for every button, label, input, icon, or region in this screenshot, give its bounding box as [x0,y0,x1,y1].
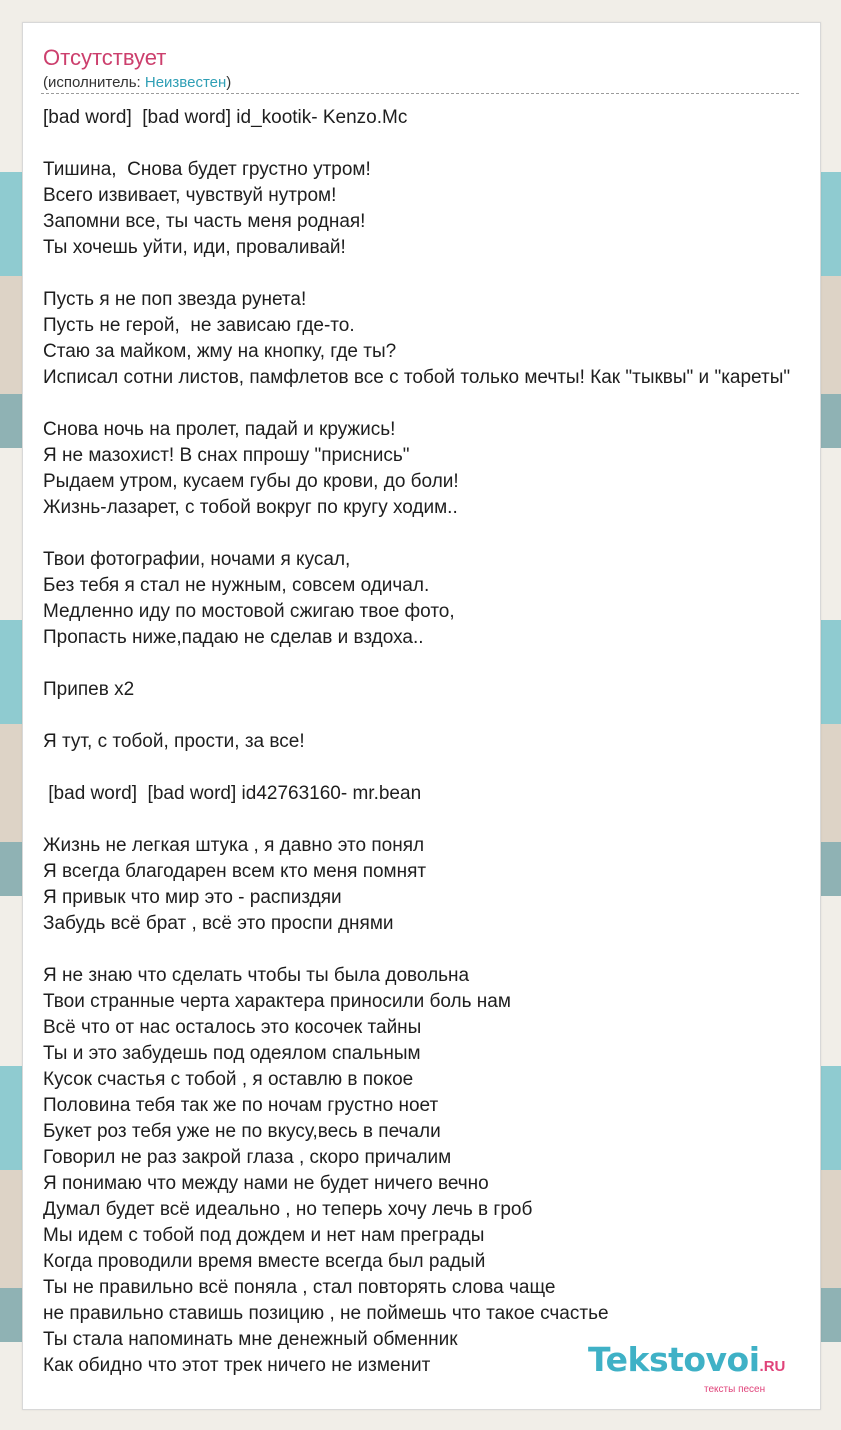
lyric-line [43,651,841,677]
lyric-line [43,937,841,963]
lyric-line [43,521,841,547]
lyric-line: Тишина, Снова будет грустно утром! [43,159,371,180]
lyric-line: Ты стала напоминать мне денежный обменник [43,1329,458,1350]
artist-prefix: (исполнитель: [43,74,145,91]
lyric-line: Ты и это забудешь под одеялом спальным [43,1043,421,1064]
lyric-line [43,755,841,781]
lyric-line: не правильно ставишь позицию , не поймешь что такое счастье [43,1303,609,1324]
lyric-line: Медленно иду по мостовой сжигаю твое фото, [43,601,455,622]
lyric-line: Стаю за майком, жму на кнопку, где ты? [43,341,397,362]
logo-tagline: тексты песен [704,1384,766,1395]
lyric-line [43,807,841,833]
artist-suffix: ) [226,74,232,91]
lyric-line: Пусть я не поп звезда рунета! [43,289,307,310]
artist-line [43,74,231,91]
lyric-line: Я не знаю что сделать чтобы ты была довольна [43,965,470,986]
lyrics-card [22,22,821,1410]
lyric-line: Я всегда благодарен всем кто меня помнят [43,861,427,882]
lyric-line: Как обидно что этот трек ничего не изменит [43,1355,431,1376]
lyric-line: Забудь всё брат , всё это проспи днями [43,913,394,934]
lyric-line: Я тут, с тобой, прости, за все! [43,731,305,752]
lyric-line: Всё что от нас осталось это косочек тайны [43,1017,422,1038]
lyric-line: Я понимаю что между нами не будет ничего вечно [43,1173,489,1194]
lyric-line: Букет роз тебя уже не по вкусу,весь в печали [43,1121,441,1142]
site-logo[interactable] [588,1340,786,1395]
lyrics-text [43,105,841,1379]
lyric-line: Жизнь-лазарет, с тобой вокруг по кругу ходим.. [43,497,458,518]
lyric-line [43,703,841,729]
lyric-line: Говорил не раз закрой глаза , скоро причалим [43,1147,452,1168]
lyric-line: Я не мазохист! В снах ппрошу "приснись" [43,445,410,466]
lyric-line [43,261,841,287]
lyric-line: Припев x2 [43,679,135,700]
lyric-line: Ты не правильно всё поняла , стал повторять слова чаще [43,1277,556,1298]
lyric-line: Когда проводили время вместе всегда был радый [43,1251,486,1272]
lyric-line: Ты хочешь уйти, иди, проваливай! [43,237,346,258]
lyric-line: Мы идем с тобой под дождем и нет нам преграды [43,1225,485,1246]
logo-name: Tekstovoi [588,1340,760,1379]
artist-link[interactable]: Неизвестен [144,74,227,91]
lyric-line: Твои странные черта характера приносили боль нам [43,991,511,1012]
lyric-line: Думал будет всё идеально , но теперь хочу лечь в гроб [43,1199,533,1220]
lyric-line: Твои фотографии, ночами я кусал, [43,549,351,570]
lyric-line [43,391,841,417]
dashed-divider [41,93,799,94]
lyric-line [43,131,841,157]
lyric-line: [bad word] [bad word] id_kootik- Kenzo.Mc [43,107,408,128]
song-title: Отсутствует [43,45,167,70]
lyric-line: Пусть не герой, не зависаю где-то. [43,315,355,336]
lyric-line: Всего извивает, чувствуй нутром! [43,185,337,206]
lyric-line: Без тебя я стал не нужным, совсем одичал. [43,575,430,596]
lyric-line: [bad word] [bad word] id42763160- mr.bean [43,783,422,804]
lyric-line: Исписал сотни листов, памфлетов все с тобой только мечты! Как "тыквы" и "кареты" [43,367,791,388]
logo-domain: .RU [759,1358,786,1375]
lyric-line: Запомни все, ты часть меня родная! [43,211,366,232]
lyric-line: Кусок счастья с тобой , я оставлю в покое [43,1069,414,1090]
lyric-line: Снова ночь на пролет, падай и кружись! [43,419,396,440]
lyric-line: Пропасть ниже,падаю не сделав и вздоха.. [43,627,424,648]
lyric-line: Половина тебя так же по ночам грустно ноет [43,1095,439,1116]
lyric-line: Я привык что мир это - распиздяи [43,887,342,908]
lyric-line: Рыдаем утром, кусаем губы до крови, до боли! [43,471,459,492]
lyric-line: Жизнь не легкая штука , я давно это понял [43,835,425,856]
